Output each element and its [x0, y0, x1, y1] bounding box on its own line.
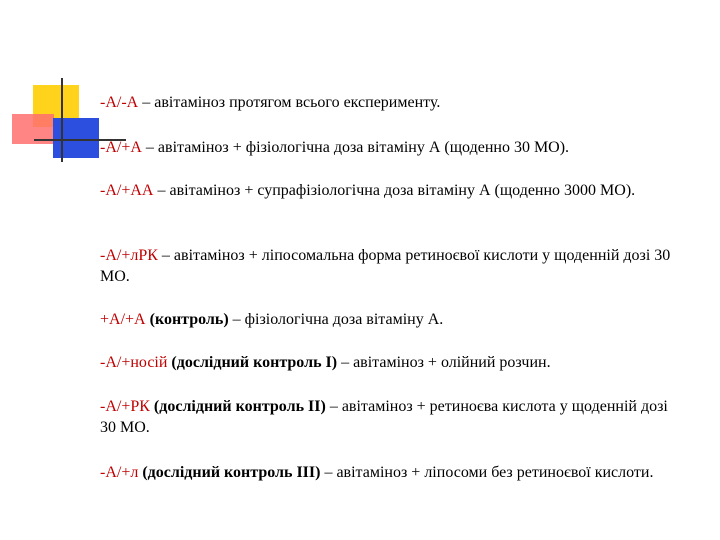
group-code: +А/+А — [100, 311, 146, 328]
group-description: – авітаміноз + ліпосомальна форма ретиноєвої кислоти у щоденній дозі 30 МО. — [100, 247, 671, 285]
group-description: – авітаміноз протягом всього експерименту. — [138, 94, 441, 111]
list-item — [100, 309, 680, 330]
group-code: -А/+РК — [100, 398, 150, 415]
list-item — [100, 180, 680, 201]
group-description: – авітаміноз + фізіологічна доза вітаміну А (щоденно 30 МО). — [141, 139, 570, 156]
group-description: – фізіологічна доза вітаміну А. — [228, 311, 444, 328]
list-item — [100, 462, 680, 483]
list-item — [100, 245, 680, 287]
group-code: -А/+АА — [100, 182, 154, 199]
group-code: -А/+А — [100, 139, 142, 156]
group-code: -А/+лРК — [100, 247, 158, 264]
group-code: -А/+носій — [100, 354, 168, 371]
list-item — [100, 352, 680, 373]
group-description: – авітаміноз + супрафізіологічна доза вітаміну А (щоденно 3000 МО). — [153, 182, 636, 199]
group-description: – авітаміноз + ліпосоми без ретиноєвої кислоти. — [320, 464, 654, 481]
group-code: -А/-А — [100, 94, 139, 111]
list-item — [100, 92, 680, 113]
group-description: – авітаміноз + ретиноєва кислота у щоденній дозі 30 МО. — [100, 398, 668, 436]
group-label: (контроль) — [145, 311, 229, 328]
decor-vertical-line — [61, 78, 63, 162]
group-label: (дослідний контроль І) — [167, 354, 338, 371]
group-code: -А/+л — [100, 464, 139, 481]
decor-square-blue — [53, 118, 99, 158]
list-item — [100, 137, 680, 158]
list-item — [100, 396, 680, 438]
group-description: – авітаміноз + олійний розчин. — [337, 354, 551, 371]
group-label: (дослідний контроль ІІ) — [149, 398, 326, 415]
group-label: (дослідний контроль ІІІ) — [138, 464, 321, 481]
